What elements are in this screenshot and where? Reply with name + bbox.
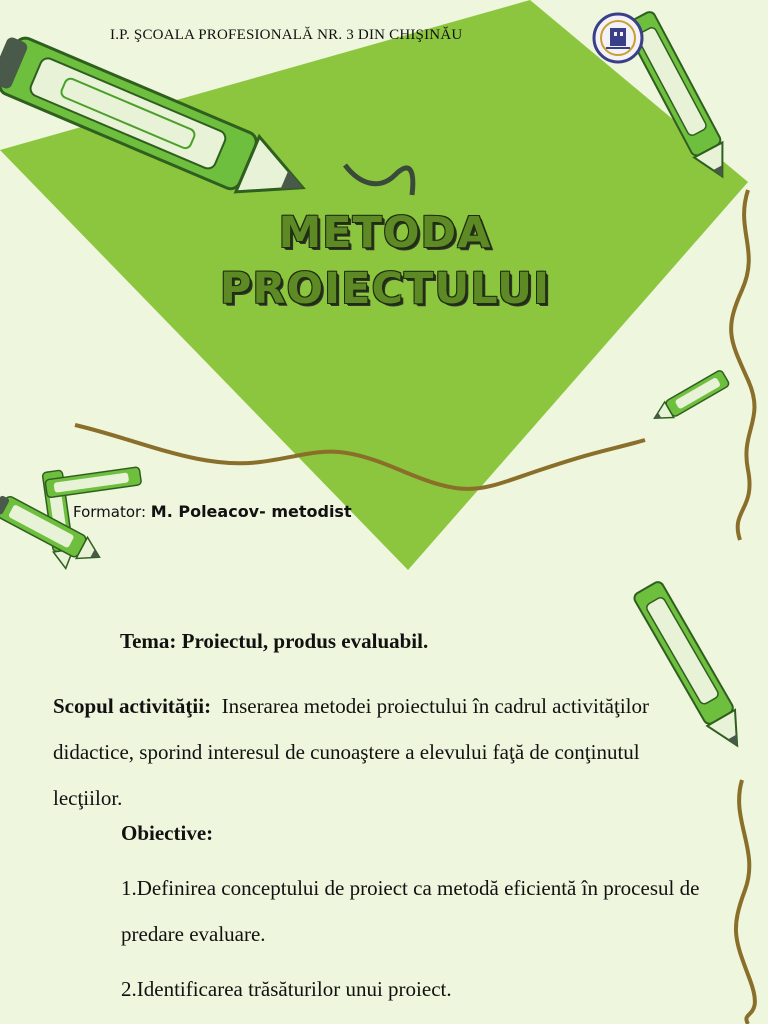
tema-heading: Tema: Proiectul, produs evaluabil. bbox=[120, 629, 429, 653]
formator-name: M. Poleacov- metodist bbox=[150, 502, 352, 521]
scop-label: Scopul activităţii: bbox=[53, 694, 212, 718]
scop-paragraph bbox=[53, 683, 693, 821]
formator-label: Formator: bbox=[73, 503, 146, 521]
obiectiv-item-2: 2.Identificarea trăsăturilor unui proiect. bbox=[121, 977, 452, 1001]
obiective-heading: Obiective: bbox=[121, 821, 214, 845]
title-line-2: PROIECTULUI bbox=[219, 264, 551, 314]
formator-line bbox=[73, 502, 352, 521]
school-logo-icon bbox=[594, 14, 642, 62]
pencil-icon bbox=[650, 369, 730, 426]
squiggle-line-right-bottom bbox=[736, 780, 755, 1024]
scop-text: Inserarea metodei proiectului în cadrul activităţilor didactice, sporind interesul de cunoaştere a elevului faţă de conţinutul lecţiilor. bbox=[53, 694, 649, 810]
institution-header: I.P. ŞCOALA PROFESIONALĂ NR. 3 DIN CHIŞINĂU bbox=[110, 27, 463, 43]
obiectiv-item-1: 1.Definirea conceptului de proiect ca metodă eficientă în procesul de predare evaluare. bbox=[121, 876, 700, 946]
title-line-1: METODA bbox=[278, 208, 492, 258]
